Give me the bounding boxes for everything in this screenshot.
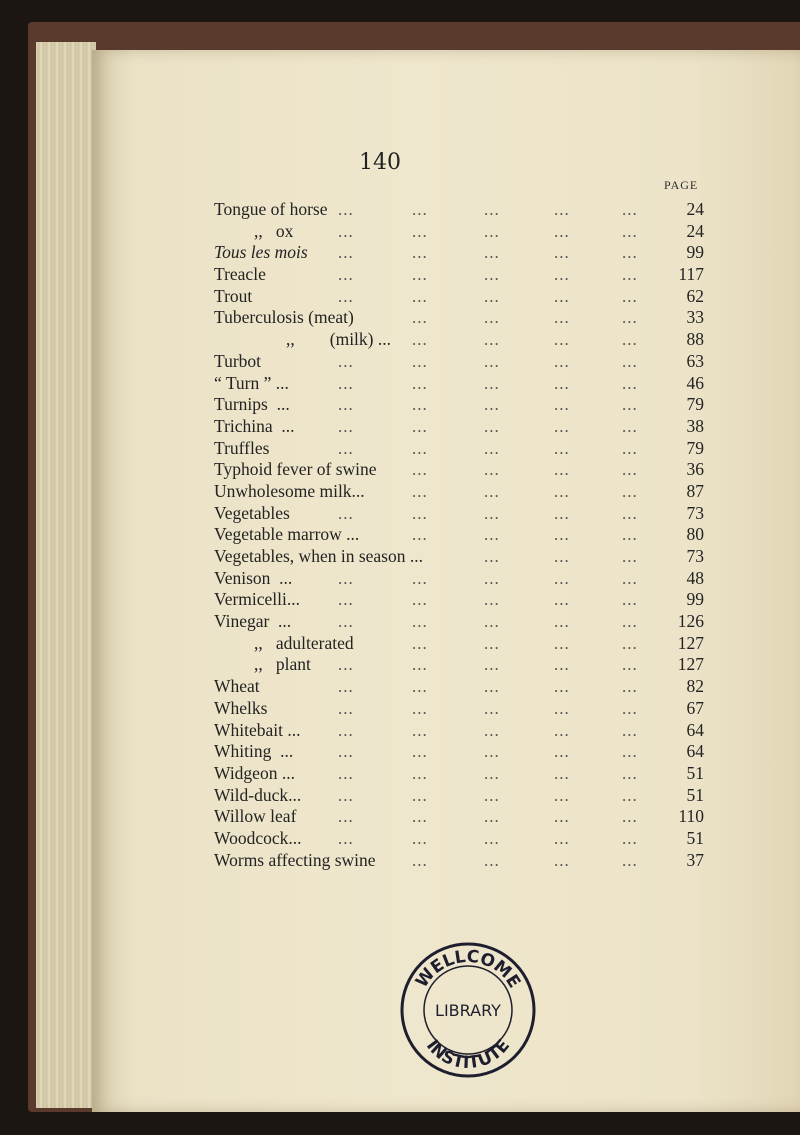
index-entry: Vinegar ... 126 ... ... ... ... ...: [214, 611, 704, 632]
index-entry: ,, adulterated 127 ... ... ... ...: [254, 632, 704, 653]
page-edges: [36, 42, 96, 1108]
entry-term: Whelks: [214, 697, 268, 718]
index-entry: Vegetables 73 ... ... ... ... ...: [214, 502, 704, 523]
entry-term: Vegetables, when in season ...: [214, 546, 423, 566]
index-entry: Trichina ... 38 ... ... ... ... ...: [214, 415, 704, 436]
entry-page-number: 87: [686, 480, 704, 501]
index-entry: Whiting ... 64 ... ... ... ... ...: [214, 741, 704, 762]
entry-term: Woodcock...: [214, 827, 302, 848]
entry-page-number: 73: [686, 502, 704, 523]
entry-term: Tous les mois: [214, 242, 308, 263]
index-entry: Worms affecting swine 37 ... ... ... ...: [214, 849, 704, 870]
entry-page-number: 127: [677, 654, 704, 675]
entry-page-number: 126: [677, 611, 704, 632]
index-entry: ,, (milk) ... 88 ... ... ... ...: [286, 329, 704, 350]
index-entry: Unwholesome milk... 87 ... ... ... ...: [214, 480, 704, 501]
index-entry: Venison ... 48 ... ... ... ... ...: [214, 567, 704, 588]
index-entry: Turbot 63 ... ... ... ... ...: [214, 350, 704, 371]
entry-page-number: 64: [686, 719, 704, 740]
entry-page-number: 99: [686, 242, 704, 263]
index-entries: [214, 199, 704, 871]
entry-page-number: 48: [686, 567, 704, 588]
entry-term: Turbot: [214, 350, 262, 371]
index-entry: Wheat 82 ... ... ... ... ...: [214, 676, 704, 697]
index-entry: Vegetable marrow ... 80 ... ... ... ...: [214, 524, 704, 545]
index-entry: “ Turn ” ... 46 ... ... ... ... ...: [214, 372, 704, 393]
entry-page-number: 51: [686, 784, 704, 805]
entry-term: Vegetables: [214, 502, 290, 523]
index-entry: Whitebait ... 64 ... ... ... ... ...: [214, 719, 704, 740]
entry-term: Unwholesome milk...: [214, 480, 365, 501]
entry-term: Tongue of horse: [214, 199, 328, 219]
entry-page-number: 73: [686, 546, 704, 566]
entry-page-number: 24: [686, 199, 704, 219]
index-entry: Treacle 117 ... ... ... ... ...: [214, 264, 704, 285]
entry-term: ,, ox: [254, 220, 294, 241]
stamp-center-text: LIBRARY: [435, 1001, 501, 1020]
entry-term: Vinegar ...: [214, 611, 292, 632]
page-column-header: PAGE: [664, 178, 699, 192]
entry-term: Trout: [214, 285, 253, 306]
entry-page-number: 51: [686, 762, 704, 783]
entry-term: ,, (milk) ...: [286, 329, 391, 350]
index-entry: Typhoid fever of swine 36 ... ... ... ...: [214, 459, 704, 480]
entry-term: Worms affecting swine: [214, 849, 376, 870]
index-entry: Vegetables, when in season ... 73 ... ... ...: [214, 546, 704, 566]
index-entry: Woodcock... 51 ... ... ... ... ...: [214, 827, 704, 848]
entry-page-number: 24: [686, 220, 704, 241]
index-entry: Wild-duck... 51 ... ... ... ... ...: [214, 784, 704, 805]
entry-page-number: 51: [686, 827, 704, 848]
entry-term: Vegetable marrow ...: [214, 524, 360, 545]
entry-page-number: 79: [686, 394, 704, 415]
index-entry: Tous les mois 99 ... ... ... ... ...: [214, 242, 704, 263]
entry-term: Widgeon ...: [214, 762, 295, 783]
library-stamp: [398, 940, 538, 1080]
entry-page-number: 110: [678, 806, 704, 827]
entry-term: Treacle: [214, 264, 266, 285]
index-entry: Tuberculosis (meat) 33 ... ... ... ...: [214, 307, 704, 328]
entry-page-number: 63: [686, 350, 704, 371]
entry-page-number: 37: [686, 849, 704, 870]
entry-page-number: 80: [686, 524, 704, 545]
entry-page-number: 46: [686, 372, 704, 393]
entry-term: Wheat: [214, 676, 260, 697]
entry-term: Whitebait ...: [214, 719, 301, 740]
index-entry: Vermicelli... 99 ... ... ... ... ...: [214, 589, 704, 610]
index-entry: Trout 62 ... ... ... ... ...: [214, 285, 704, 306]
entry-term: Tuberculosis (meat): [214, 307, 354, 328]
entry-page-number: 36: [686, 459, 704, 480]
entry-term: Wild-duck...: [214, 784, 302, 805]
entry-term: ,, adulterated: [254, 632, 354, 653]
entry-page-number: 62: [686, 285, 704, 306]
entry-page-number: 67: [686, 697, 704, 718]
entry-page-number: 99: [686, 589, 704, 610]
index-entry: Willow leaf 110 ... ... ... ... ...: [214, 806, 704, 827]
entry-term: Venison ...: [214, 567, 293, 588]
entry-term: Willow leaf: [214, 806, 297, 827]
entry-page-number: 88: [686, 329, 704, 350]
entry-page-number: 82: [686, 676, 704, 697]
index-entry: Turnips ... 79 ... ... ... ... ...: [214, 394, 704, 415]
entry-term: Trichina ...: [214, 415, 295, 436]
entry-page-number: 79: [686, 437, 704, 458]
entry-term: ,, plant: [254, 654, 311, 675]
entry-page-number: 38: [686, 415, 704, 436]
entry-term: Typhoid fever of swine: [214, 459, 377, 480]
entry-page-number: 64: [686, 741, 704, 762]
entry-page-number: 117: [678, 264, 704, 285]
index-entry: Truffles 79 ... ... ... ... ...: [214, 437, 704, 458]
entry-page-number: 33: [686, 307, 704, 328]
index-entry: Widgeon ... 51 ... ... ... ... ...: [214, 762, 704, 783]
stamp-top-text: WELLCOME: [411, 946, 525, 992]
entry-term: Vermicelli...: [214, 589, 301, 610]
index-entry: ,, plant 127 ... ... ... ... ...: [254, 654, 704, 675]
index-entry: ,, ox 24 ... ... ... ... ...: [254, 220, 704, 241]
entry-term: “ Turn ” ...: [214, 372, 289, 393]
index-entry: Tongue of horse 24 ... ... ... ... ...: [214, 199, 704, 219]
entry-term: Whiting ...: [214, 741, 294, 762]
entry-term: Turnips ...: [214, 394, 290, 415]
entry-page-number: 127: [677, 632, 704, 653]
page-number: 140: [359, 150, 401, 175]
index-entry: Whelks 67 ... ... ... ... ...: [214, 697, 704, 718]
entry-term: Truffles: [214, 437, 270, 458]
stamp-bottom-text: INSTITUTE: [421, 1035, 515, 1074]
